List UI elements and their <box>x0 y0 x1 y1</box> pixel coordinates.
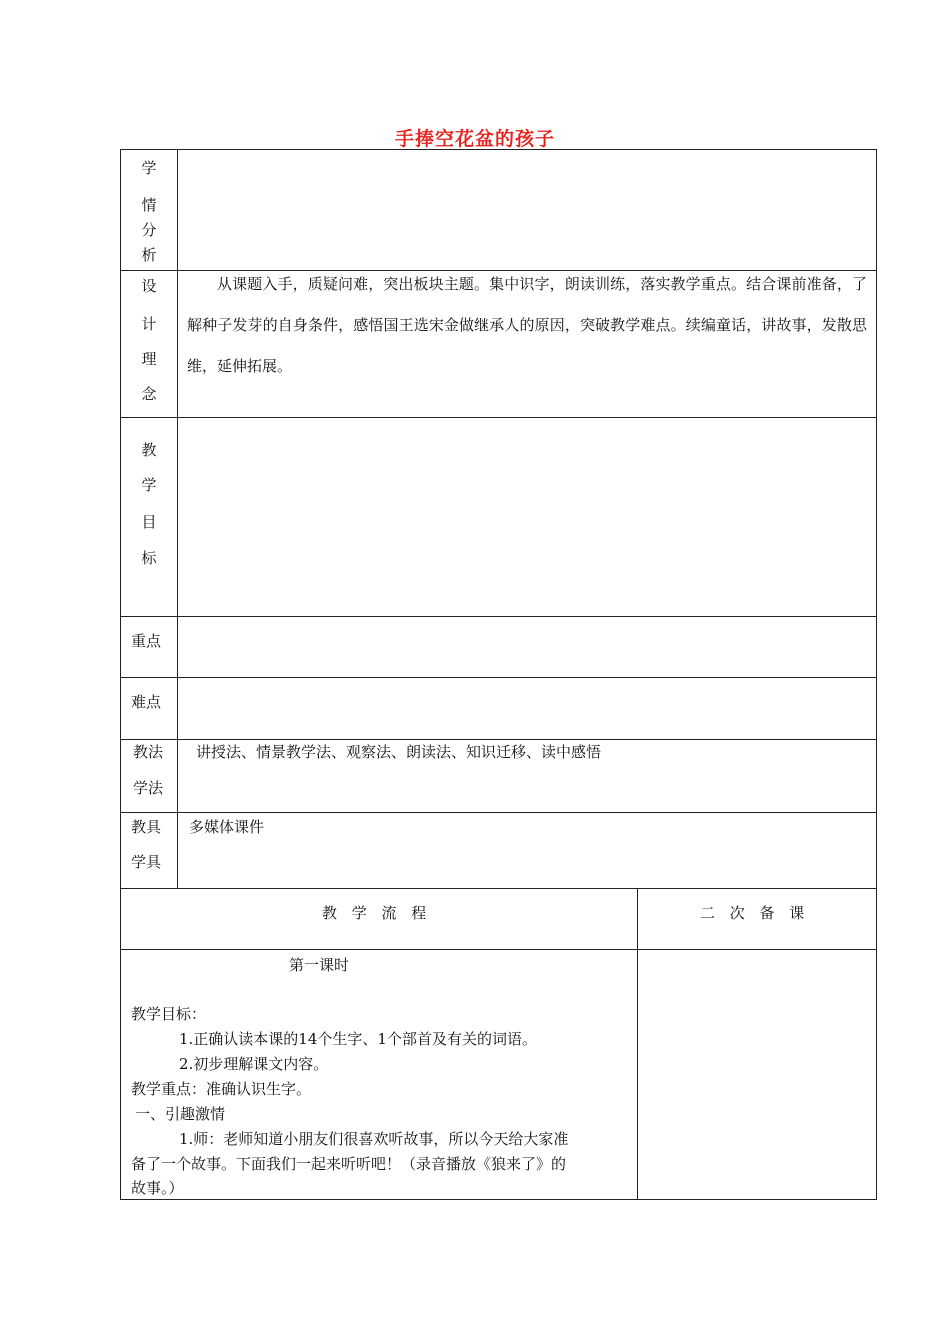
row-divider <box>120 812 877 813</box>
goal-item: 1.正确认读本课的14个生字、1个部首及有关的词语。 <box>179 1030 537 1048</box>
label-char: 学 <box>141 159 157 177</box>
label-char: 情 <box>141 196 157 214</box>
label-mubiao <box>121 417 177 616</box>
goal-item: 2.初步理解课文内容。 <box>179 1055 329 1073</box>
flow-header-right: 二 次 备 课 <box>700 904 805 922</box>
key-point: 教学重点：准确认识生字。 <box>131 1080 312 1098</box>
step-text-line: 备了一个故事。下面我们一起来听听吧！（录音播放《狼来了》的 <box>131 1155 567 1173</box>
flow-header-left: 教 学 流 程 <box>322 904 427 922</box>
label-char: 设 <box>141 277 157 295</box>
label-char: 计 <box>141 315 157 333</box>
label-nandian: 难点 <box>131 693 162 711</box>
label-char: 析 <box>141 246 157 264</box>
row-divider <box>120 616 877 617</box>
label-xuefa: 学法 <box>133 779 164 797</box>
label-xueqing <box>121 149 177 270</box>
step-heading: 一、引趣激情 <box>135 1105 226 1123</box>
label-char: 标 <box>141 549 157 567</box>
label-sheji <box>121 270 177 417</box>
session-title: 第一课时 <box>289 956 350 974</box>
row-divider <box>120 417 877 418</box>
label-xueju: 学具 <box>131 853 162 871</box>
step-text-line: 1.师：老师知道小朋友们很喜欢听故事，所以今天给大家准 <box>179 1130 569 1148</box>
label-char: 学 <box>141 476 157 494</box>
label-char: 目 <box>141 513 157 531</box>
document-title: 手捧空花盆的孩子 <box>394 128 555 150</box>
design-concept-text: 从课题入手，质疑问难，突出板块主题。集中识字，朗读训练，落实教学重点。结合课前准备，了解种子发芽的自身条件，感悟国王选宋金做继承人的原因，突破教学难点。续编童话，讲故事，发散思维，延伸拓展。 <box>187 275 867 375</box>
label-char: 念 <box>141 385 157 403</box>
flow-column-divider <box>637 888 638 1200</box>
label-jiaoju: 教具 <box>131 818 162 836</box>
label-jiaofa: 教法 <box>133 743 164 761</box>
tools-text: 多媒体课件 <box>189 818 265 836</box>
step-text-line: 故事。） <box>131 1179 184 1197</box>
row-divider <box>120 949 877 950</box>
row-divider <box>120 677 877 678</box>
methods-text: 讲授法、情景教学法、观察法、朗读法、知识迁移、读中感悟 <box>196 743 602 761</box>
label-char: 理 <box>141 350 157 368</box>
label-zhongdian: 重点 <box>131 632 162 650</box>
row-divider <box>120 739 877 740</box>
goals-heading: 教学目标： <box>131 1005 207 1023</box>
label-char: 分 <box>141 221 157 239</box>
label-column-divider <box>177 149 178 888</box>
row-divider <box>120 888 877 889</box>
label-char: 教 <box>141 441 157 459</box>
